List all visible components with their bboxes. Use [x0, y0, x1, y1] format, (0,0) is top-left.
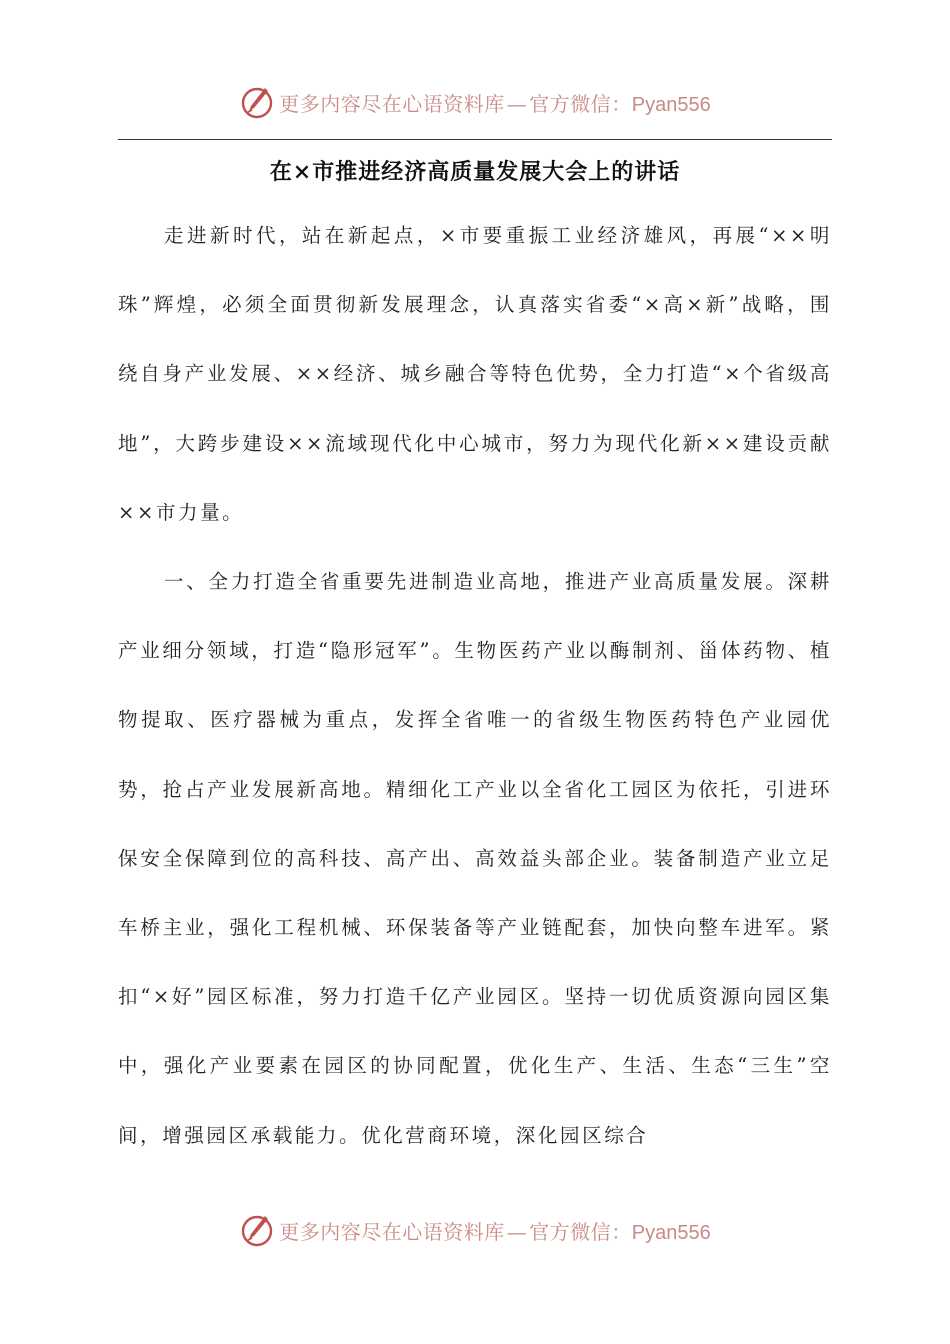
header-rule: [118, 139, 832, 140]
quill-pen-seal-icon: [239, 84, 275, 120]
watermark-handle: Pyan556: [631, 1221, 711, 1244]
watermark-label: 官方微信：: [529, 91, 632, 116]
watermark-banner-bottom: [0, 1208, 950, 1252]
watermark-handle: Pyan556: [631, 93, 711, 116]
watermark-main-text: 更多内容尽在心语资料库: [279, 1219, 505, 1244]
document-title: 在×市推进经济高质量发展大会上的讲话: [269, 159, 681, 185]
watermark-label: 官方微信：: [529, 1219, 632, 1244]
watermark-separator: —: [506, 1219, 528, 1244]
watermark-banner-top: [0, 80, 950, 124]
watermark-separator: —: [506, 91, 528, 116]
paragraph-section-one: 一、全力打造全省重要先进制造业高地，推进产业高质量发展。深耕产业细分领域，打造“隐形冠军”。生物医药产业以酶制剂、甾体药物、植物提取、医疗器械为重点，发挥全省唯一的省级生物医药特色产业园优势，抢占产业发展新高地。精细化工产业以全省化工园区为依托，引进环保安全保障到位的高科技、高产出、高效益头部企业。装备制造产业立足车桥主业，强化工程机械、环保装备等产业链配套，加快向整车进军。紧扣“×好”园区标准，努力打造千亿产业园区。坚持一切优质资源向园区集中，强化产业要素在园区的协同配置，优化生产、生活、生态“三生”空间，增强园区承载能力。优化营商环境，深化园区综合: [118, 570, 832, 1147]
watermark-text: [279, 1216, 710, 1245]
quill-pen-seal-icon: [239, 1212, 275, 1248]
document-body: [118, 201, 832, 1170]
watermark-text: [279, 88, 710, 117]
paragraph-intro: 走进新时代，站在新起点，×市要重振工业经济雄风，再展“××明珠”辉煌，必须全面贯彻新发展理念，认真落实省委“×高×新”战略，围绕自身产业发展、××经济、城乡融合等特色优势，全力打造“×个省级高地”，大跨步建设××流域现代化中心城市，努力为现代化新××建设贡献××市力量。: [118, 224, 832, 524]
watermark-main-text: 更多内容尽在心语资料库: [279, 91, 505, 116]
